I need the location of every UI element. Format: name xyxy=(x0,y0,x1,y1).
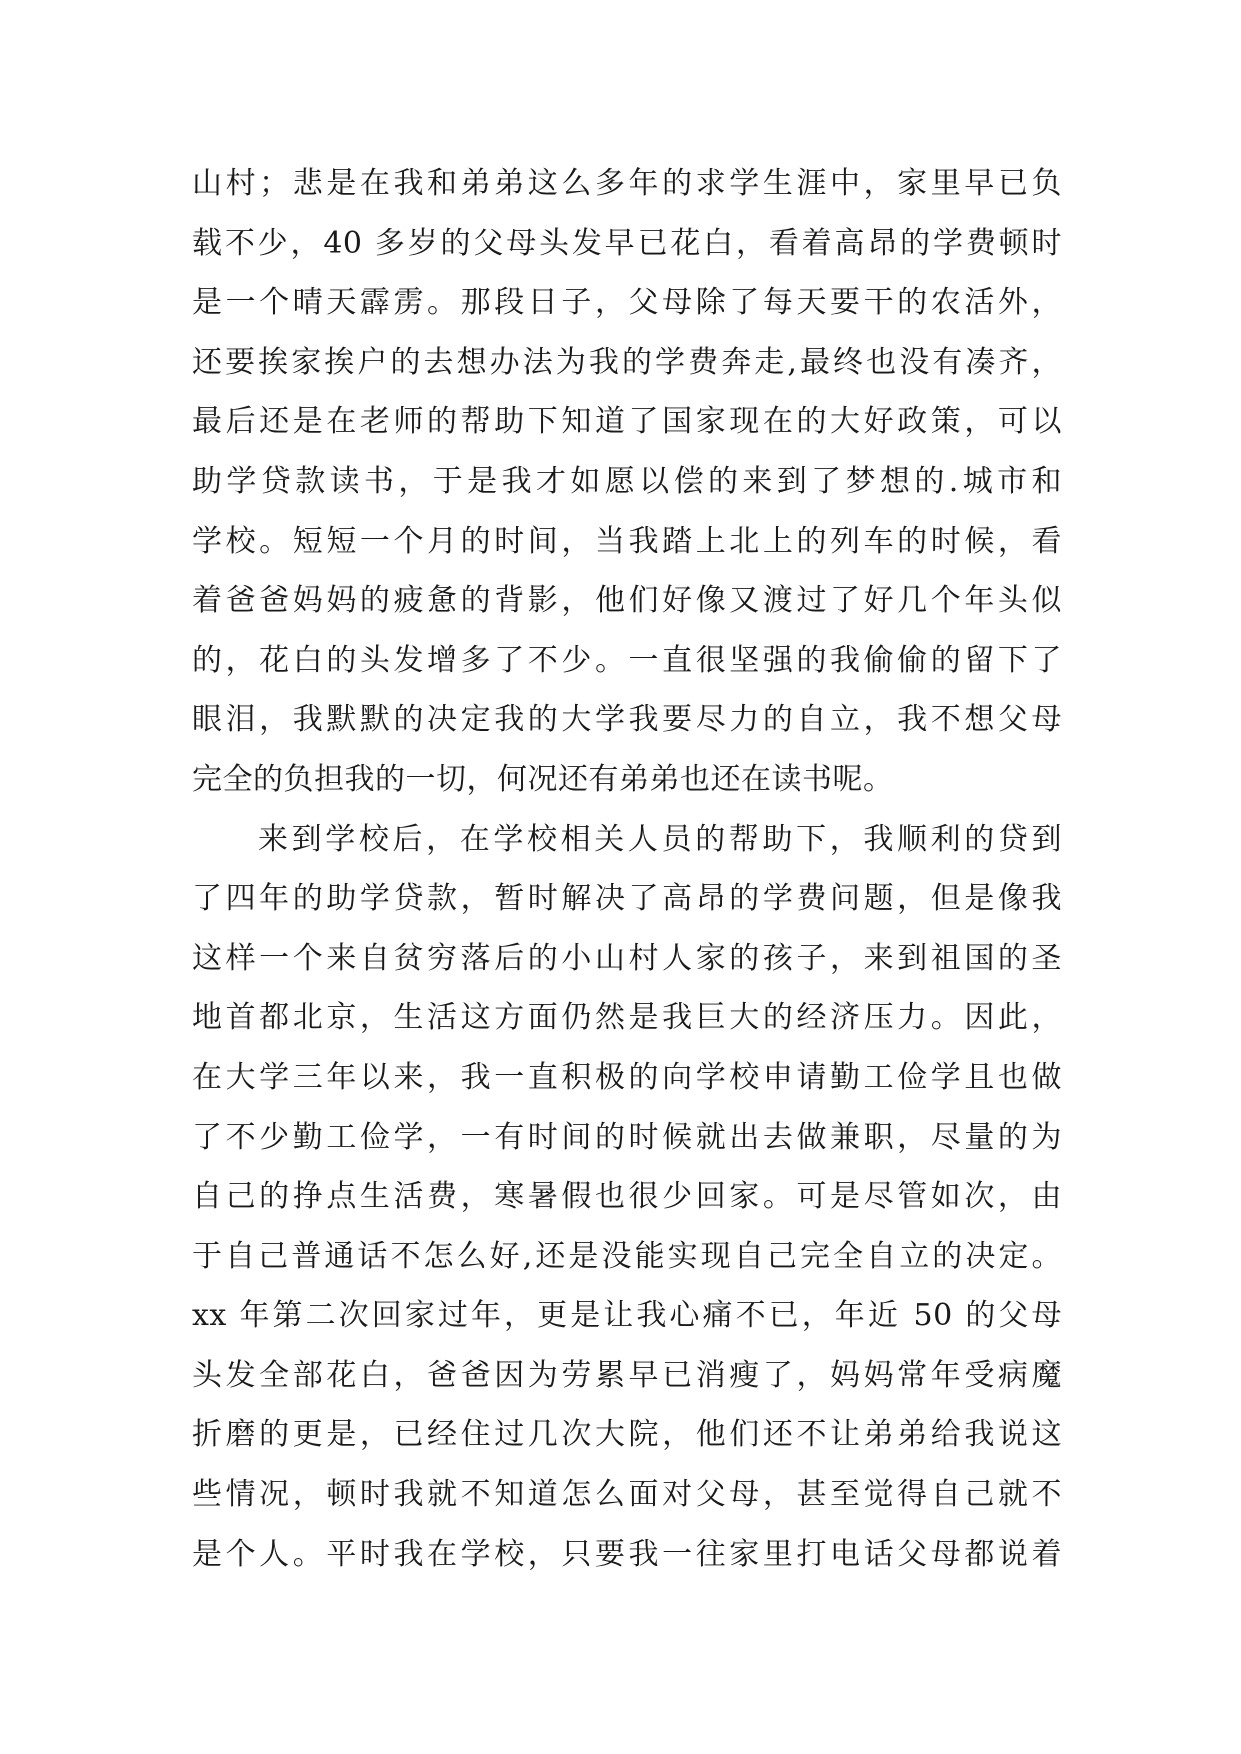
text-line: 的，花白的头发增多了不少。一直很坚强的我偷偷的留下了 xyxy=(192,642,1062,678)
text-line: 在大学三年以来，我一直积极的向学校申请勤工俭学且也做 xyxy=(192,1059,1062,1095)
text-line: 着爸爸妈妈的疲惫的背影，他们好像又渡过了好几个年头似 xyxy=(192,583,1062,619)
text-line: 了不少勤工俭学，一有时间的时候就出去做兼职，尽量的为 xyxy=(192,1119,1062,1155)
text-line: 头发全部花白，爸爸因为劳累早已消瘦了，妈妈常年受病魔 xyxy=(192,1357,1062,1393)
text-line: 最后还是在老师的帮助下知道了国家现在的大好政策，可以 xyxy=(192,404,1062,440)
text-line: 自己的挣点生活费，寒暑假也很少回家。可是尽管如次，由 xyxy=(192,1179,1062,1215)
text-line: 是一个晴天霹雳。那段日子，父母除了每天要干的农活外， xyxy=(192,285,1062,321)
text-line: 山村；悲是在我和弟弟这么多年的求学生涯中，家里早已负 xyxy=(192,166,1062,201)
text-line: 地首都北京，生活这方面仍然是我巨大的经济压力。因此， xyxy=(192,1000,1062,1036)
text-line: 是个人。平时我在学校，只要我一往家里打电话父母都说着 xyxy=(192,1536,1062,1572)
text-line: 这样一个来自贫穷落后的小山村人家的孩子，来到祖国的圣 xyxy=(192,940,1062,976)
text-line: xx 年第二次回家过年，更是让我心痛不已，年近 50 的父母 xyxy=(192,1298,1062,1334)
text-line: 还要挨家挨户的去想办法为我的学费奔走,最终也没有凑齐， xyxy=(192,344,1062,380)
paragraph-first-line: 来到学校后，在学校相关人员的帮助下，我顺利的贷到 xyxy=(258,821,1062,857)
text-line: 了四年的助学贷款，暂时解决了高昂的学费问题，但是像我 xyxy=(192,881,1062,917)
text-line: 完全的负担我的一切，何况还有弟弟也还在读书呢。 xyxy=(192,761,894,797)
text-line: 学校。短短一个月的时间，当我踏上北上的列车的时候，看 xyxy=(192,523,1062,559)
text-line: 些情况，顿时我就不知道怎么面对父母，甚至觉得自己就不 xyxy=(192,1477,1062,1513)
text-line: 于自己普通话不怎么好,还是没能实现自己完全自立的决定。 xyxy=(192,1238,1062,1274)
text-line: 助学贷款读书，于是我才如愿以偿的来到了梦想的.城市和 xyxy=(192,463,1062,499)
text-line: 折磨的更是，已经住过几次大院，他们还不让弟弟给我说这 xyxy=(192,1417,1062,1453)
text-line: 眼泪，我默默的决定我的大学我要尽力的自立，我不想父母 xyxy=(192,702,1062,738)
body-text xyxy=(192,154,1062,1584)
text-line: 载不少，40 多岁的父母头发早已花白，看着高昂的学费顿时 xyxy=(192,225,1062,261)
